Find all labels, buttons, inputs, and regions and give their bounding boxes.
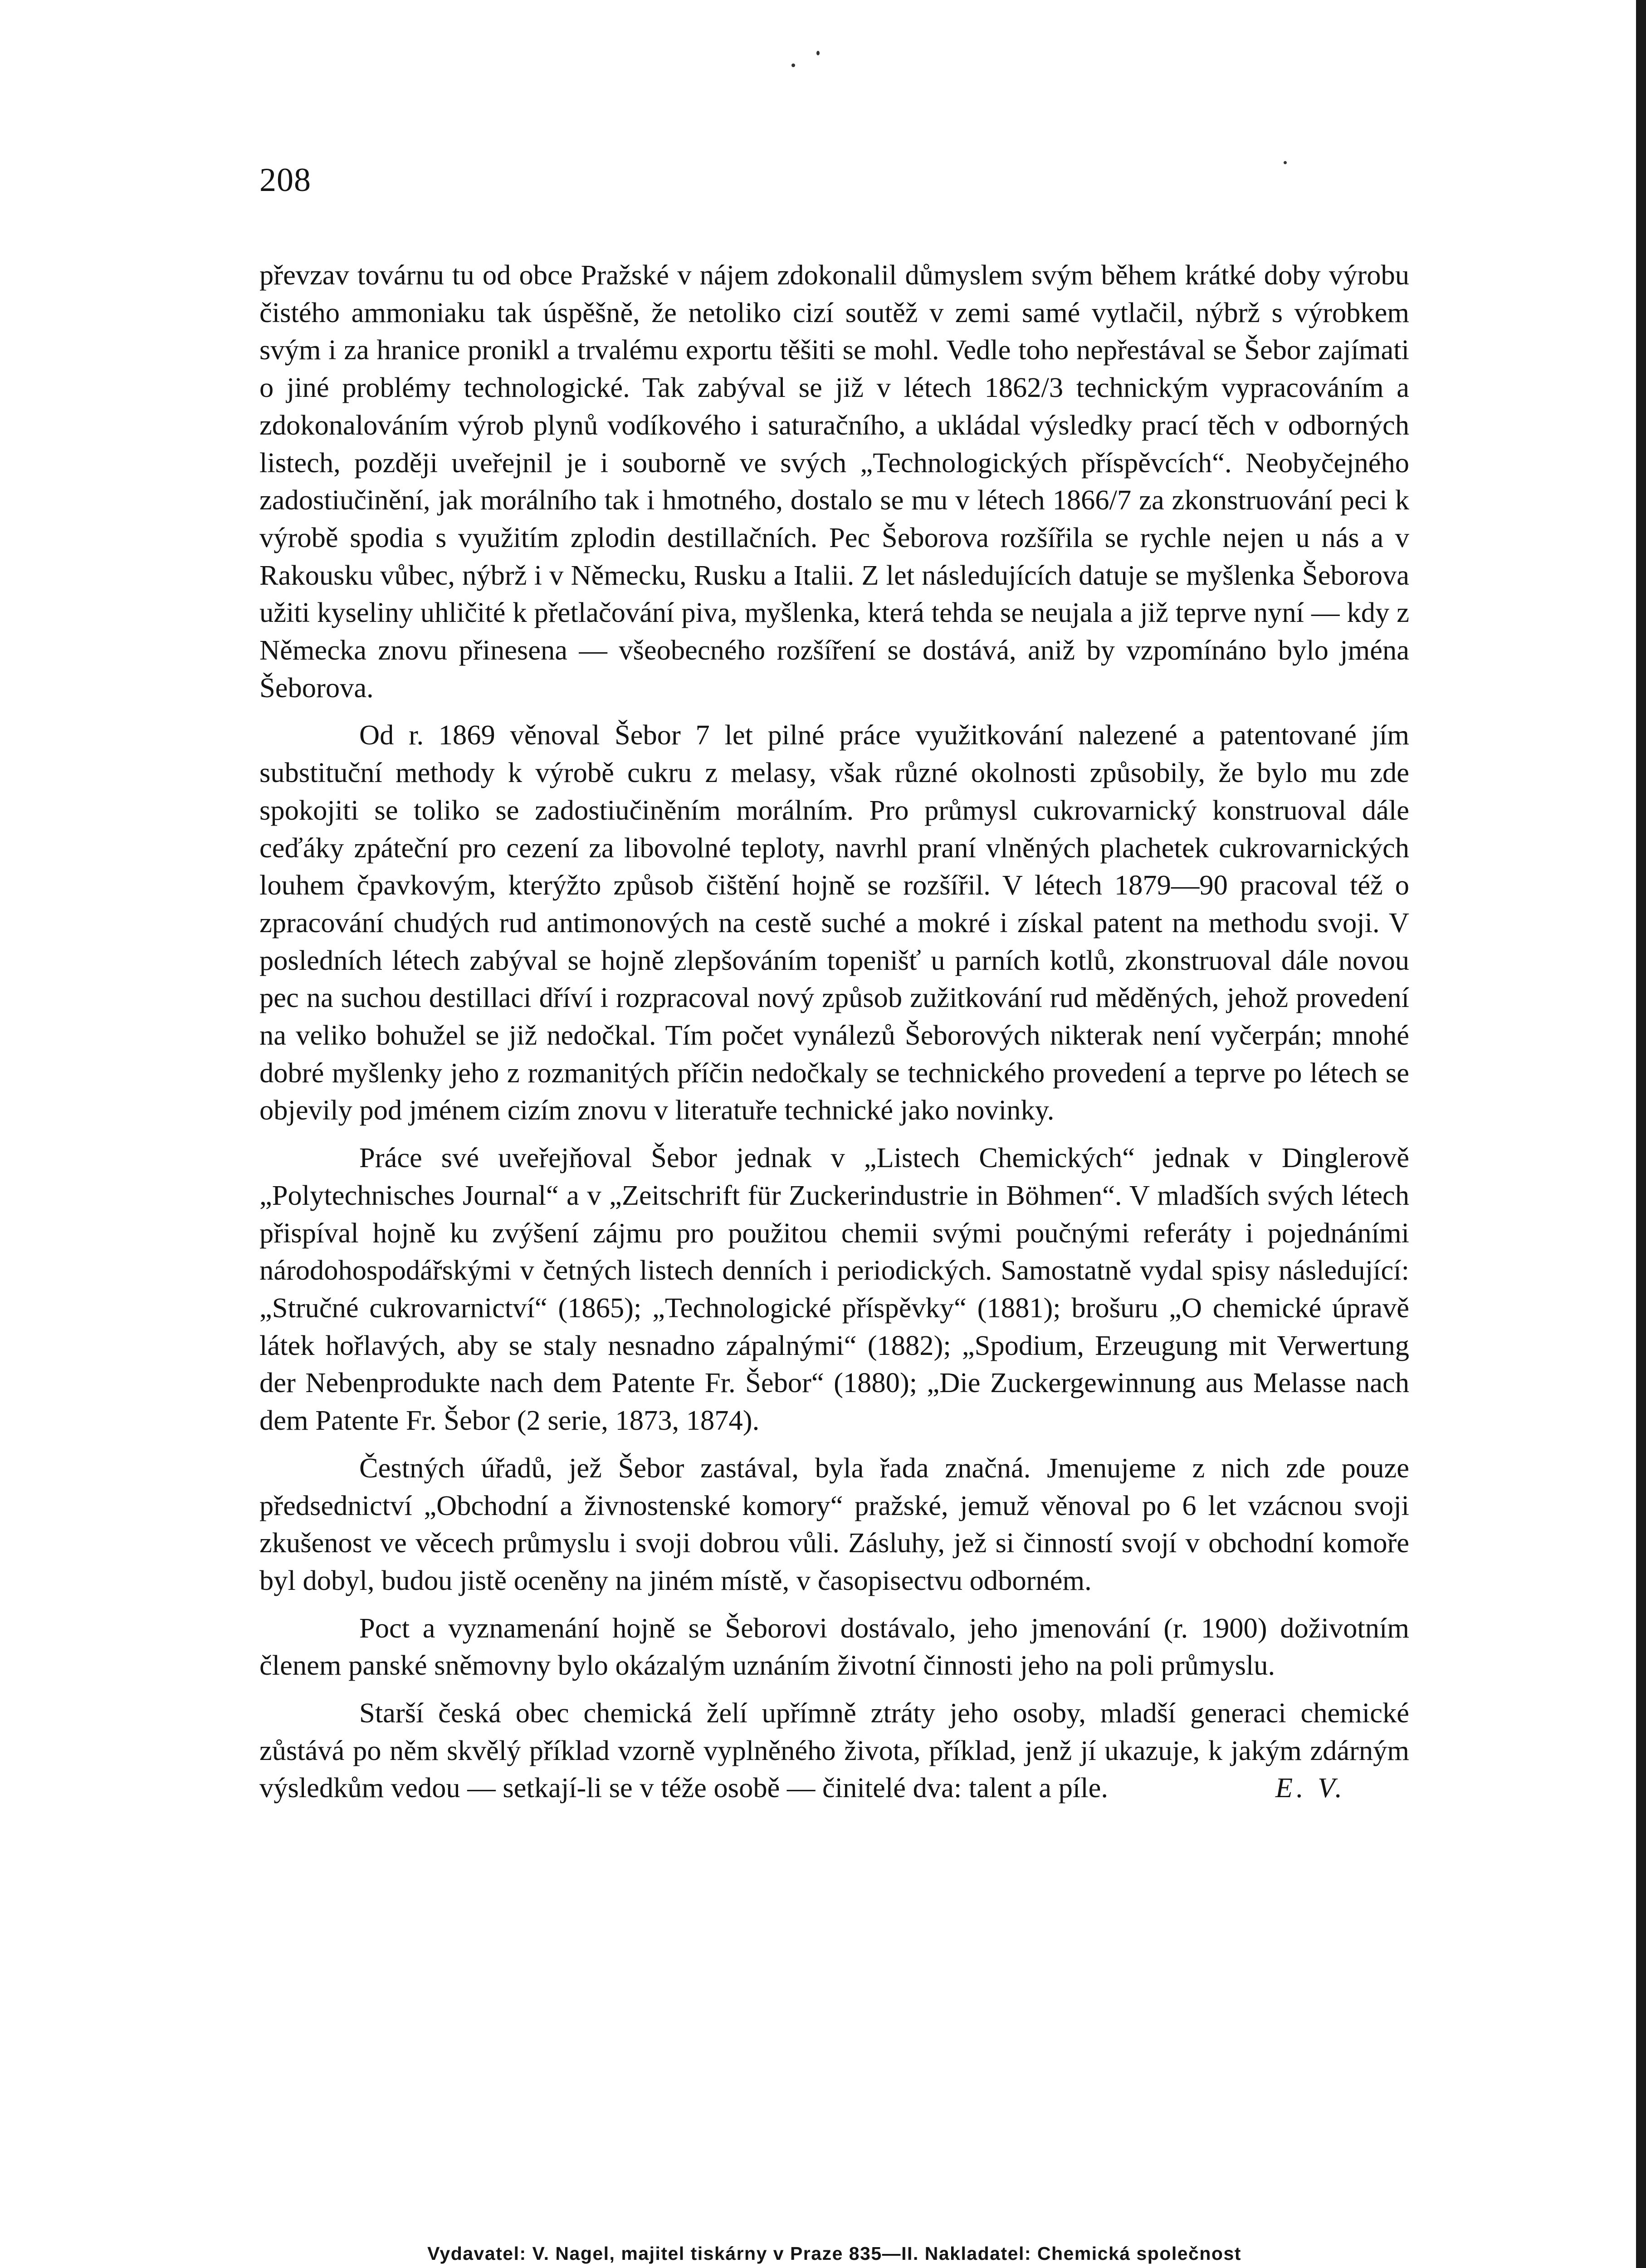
scan-speck (1284, 161, 1287, 164)
paragraph-6-wrapper (259, 1694, 1409, 1807)
paragraph-2: Od r. 1869 věnoval Šebor 7 let pilné práce využitkování nalezené a patentované jím substituční methody k výrobě cukru z melasy, však různé okolnosti způsobily, že bylo mu zde spokojiti se toliko se zadostiučiněním morálním. Pro průmysl cukrovarnický konstruoval dále ceďáky zpáteční pro cezení za libovolné teploty, navrhl praní vlněných plachetek cukrovarnických louhem čpavkovým, kterýžto způsob čištění hojně se rozšířil. V létech 1879—90 pracoval též o zpracování chudých rud antimonových na cestě suché a mokré i získal patent na methodu svoji. V posledních létech zabýval se hojně zlepšováním topenišť u parních kotlů, zkonstruoval dále novou pec na suchou destillaci dříví i rozpracoval nový způsob zužitkování rud měděných, jehož provedení na veliko bohužel se již nedočkal. Tím počet vynálezů Šeborových nikterak není vyčerpán; mnohé dobré myšlenky jeho z rozmanitých příčin nedočkaly se technického provedení a teprve po létech se objevily pod jménem cizím znovu v literatuře technické jako novinky. (259, 719, 1409, 1126)
publisher-imprint (259, 2239, 1409, 2268)
paragraph-6: Starší česká obec chemická želí upřímně ztráty jeho osoby, mladší generaci chemické zůstává po něm skvělý příklad vzorně vyplněného života, příklad, jenž jí ukazuje, k jakým zdárným výsledkům vedou — setkají-li se v téže osobě — činitelé dva: talent a píle. (259, 1697, 1409, 1804)
scan-speck (816, 51, 820, 55)
scan-speck (791, 64, 795, 67)
paragraph-5: Poct a vyznamenání hojně se Šeborovi dostávalo, jeho jmenování (r. 1900) doživotním členem panské sněmovny bylo okázalým uznáním životní činnosti jeho na poli průmyslu. (259, 1612, 1409, 1681)
paragraph-4: Čestných úřadů, jež Šebor zastával, byla řada značná. Jmenujeme z nich zde pouze předsednictví „Obchodní a živnostenské komory“ pražské, jemuž věnoval po 6 let vzácnou svoji zkušenost ve věcech průmyslu i svoji dobrou vůli. Zásluhy, jež si činností svojí v obchodní komoře byl dobyl, budou jistě oceněny na jiném místě, v časopisectvu odborném. (259, 1452, 1409, 1596)
paragraph-3: Práce své uveřejňoval Šebor jednak v „Listech Chemických“ jednak v Dinglerově „Polytechnisches Journal“ a v „Zeitschrift für Zuckerindustrie in Böhmen“. V mladších svých létech přispíval hojně ku zvýšení zájmu pro použitou chemii svými poučnými referáty i pojednáními národohospodářskými v četných listech denních i periodických. Samostatně vydal spisy následující: „Stručné cukrovarnictví“ (1865); „Technologické příspěvky“ (1881); brošuru „O chemické úpravě látek hořlavých, aby se staly nesnadno zápalnými“ (1882); „Spodium, Erzeugung mit Verwertung der Nebenprodukte nach dem Patente Fr. Šebor“ (1880); „Die Zuckergewinnung aus Melasse nach dem Patente Fr. Šebor (2 serie, 1873, 1874). (259, 1142, 1409, 1437)
author-signature: E. V. (1275, 1772, 1346, 1804)
page-number: 208 (259, 161, 311, 199)
imprint-line-1: Vydavatel: V. Nagel, majitel tiskárny v Praze 835—II. Nakladatel: Chemická společnost (427, 2243, 1241, 2264)
article-body (259, 256, 1409, 1807)
scan-border-right (1636, 0, 1646, 2268)
paragraph-1: převzav továrnu tu od obce Pražské v nájem zdokonalil důmyslem svým během krátké doby výrobu čistého ammoniaku tak úspěšně, že netoliko cizí soutěž v zemi samé vytlačil, nýbrž s výrobkem svým i za hranice pronikl a trvalému exportu těšiti se mohl. Vedle toho nepřestával se Šebor zajímati o jiné problémy technologické. Tak zabýval se již v létech 1862/3 technickým vypracováním a zdokonalováním výrob plynů vodíkového i saturačního, a ukládal výsledky prací těch v odborných listech, později uveřejnil je i souborně ve svých „Technologických příspěvcích“. Neobyčejného zadostiučinění, jak morálního tak i hmotného, dostalo se mu v létech 1866/7 za zkonstruování peci k výrobě spodia s využitím zplodin destillačních. Pec Šeborova rozšířila se rychle nejen u nás a v Rakousku vůbec, nýbrž i v Německu, Rusku a Italii. Z let následujících datuje se myšlenka Šeborova užiti kyseliny uhličité k přetlačování piva, myšlenka, která tehda se neujala a již teprve nyní — kdy z Německa znovu přinesena — všeobecného rozšíření se dostává, aniž by vzpomínáno bylo jména Šeborova. (259, 259, 1409, 704)
